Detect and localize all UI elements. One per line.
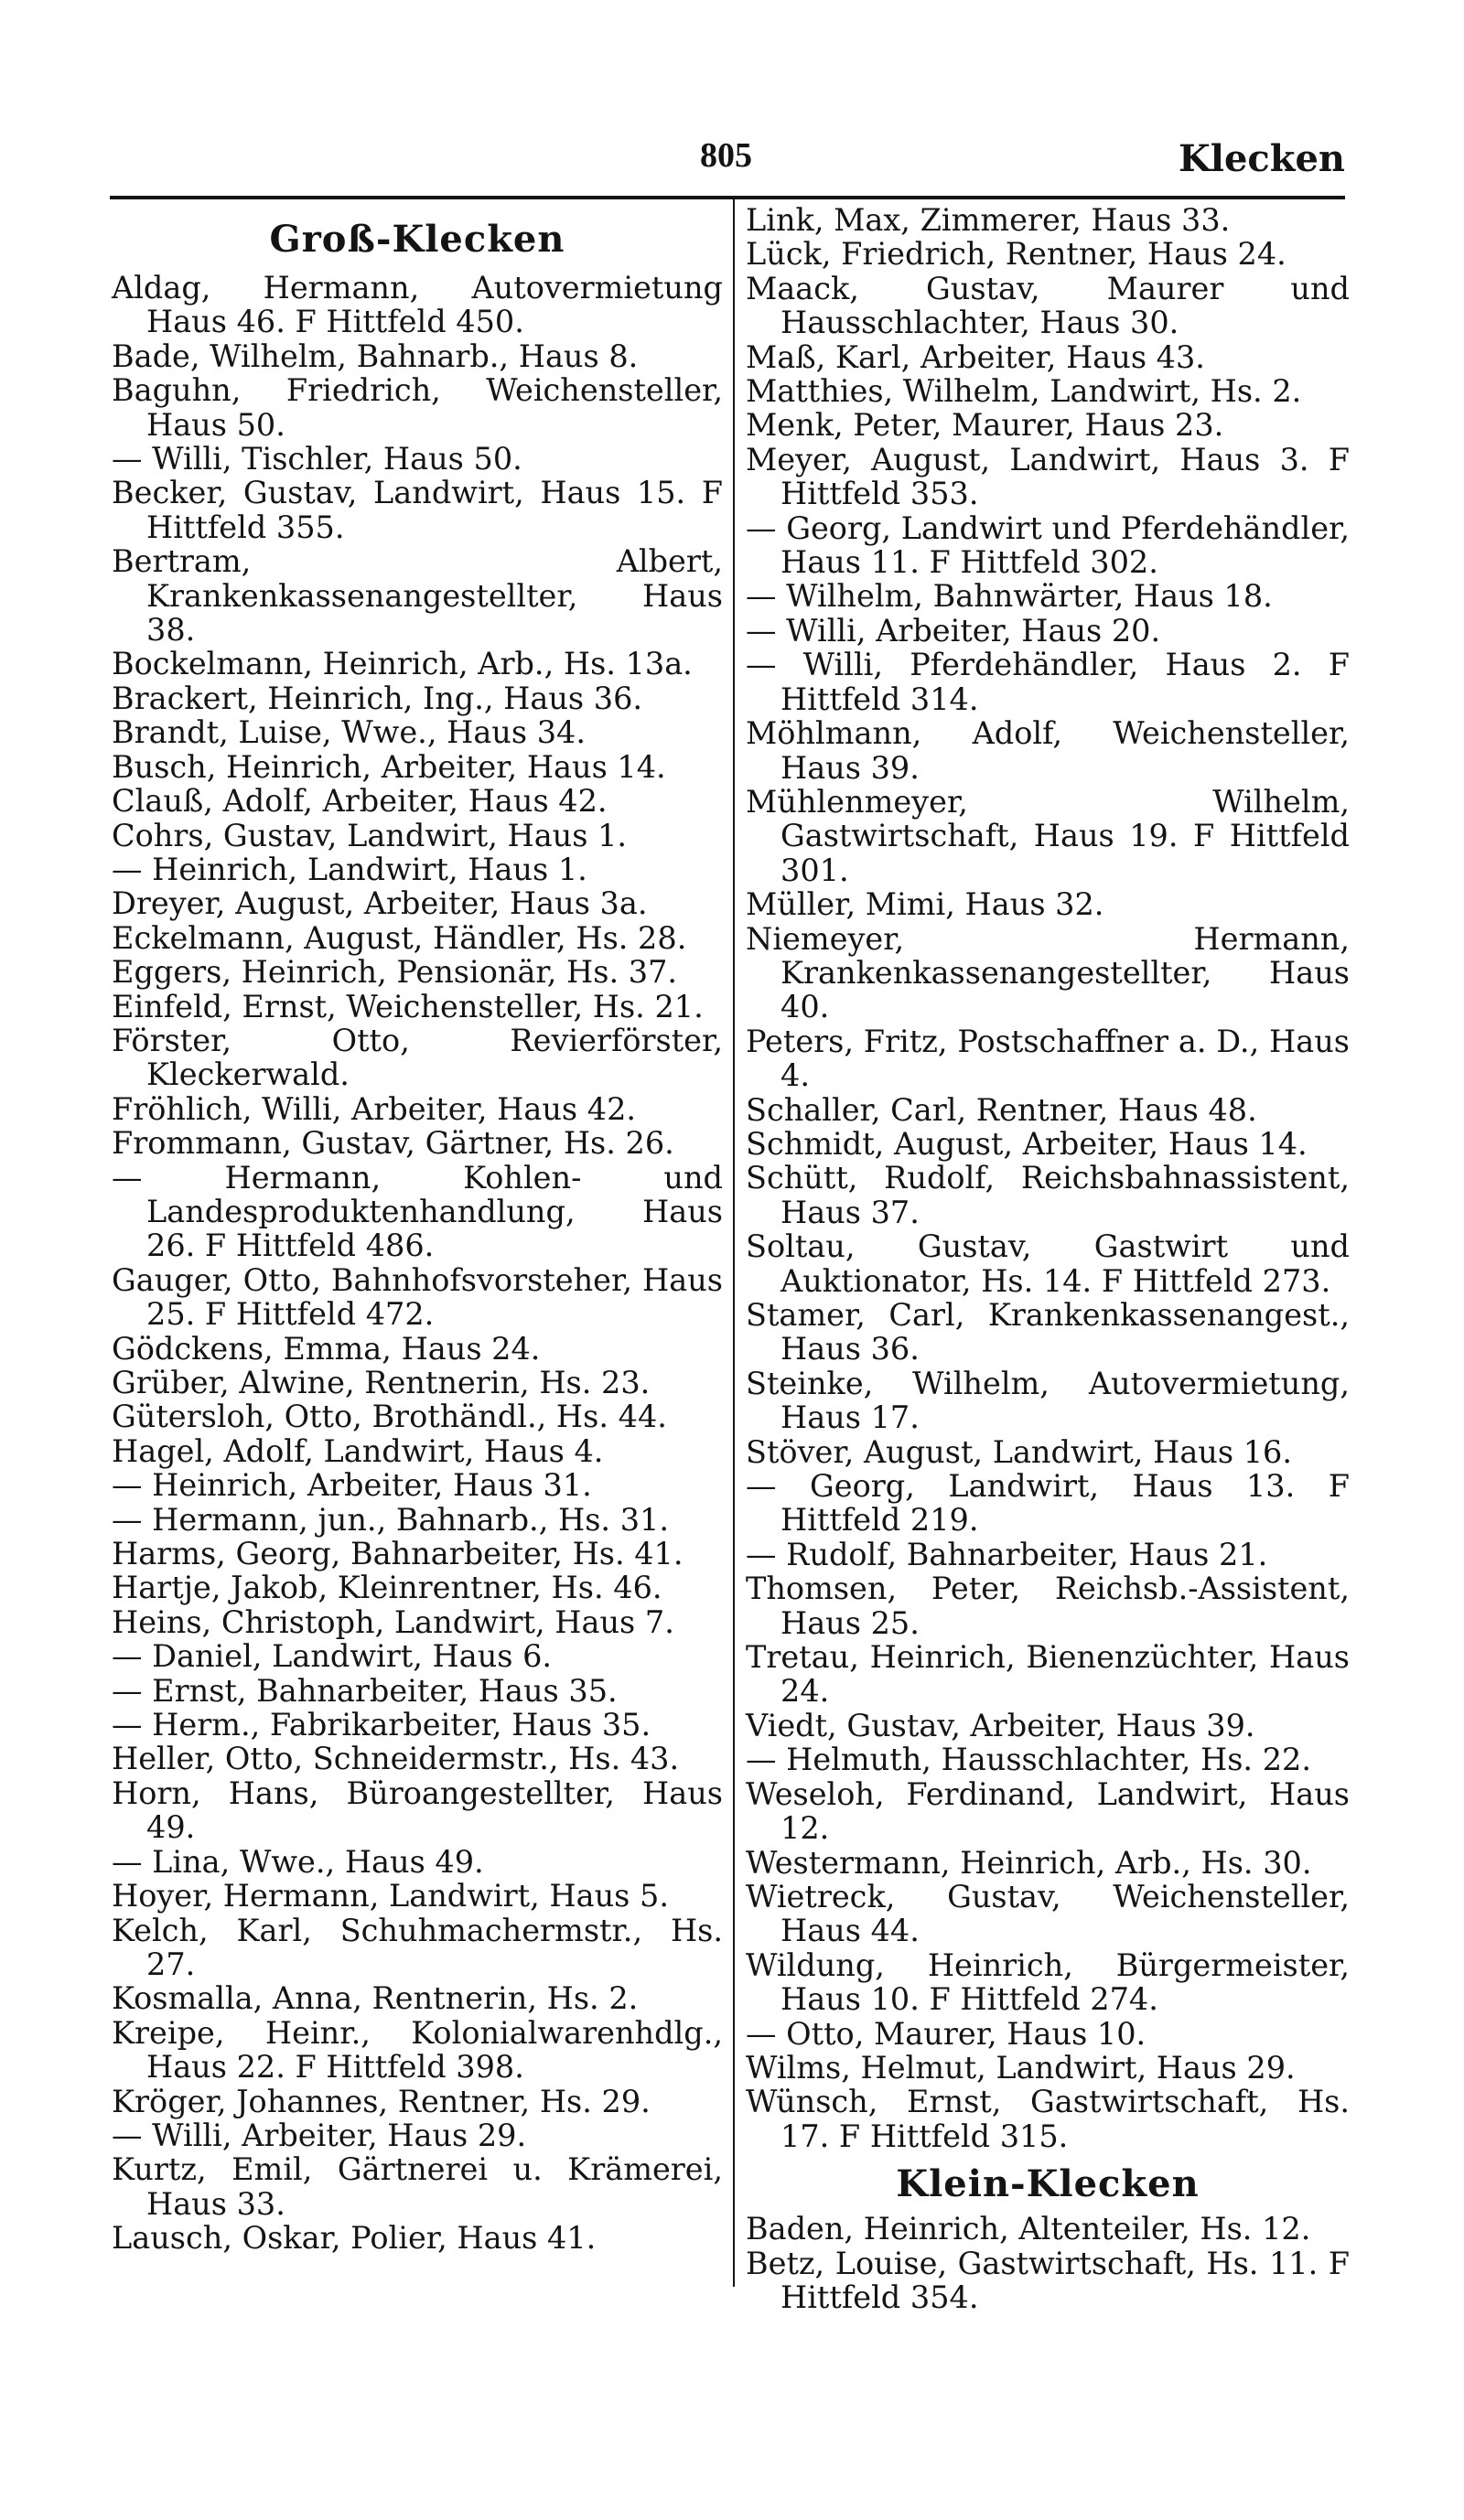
directory-entry: — Willi, Arbeiter, Haus 29. (112, 2117, 527, 2153)
directory-entry: Dreyer, August, Arbeiter, Haus 3a. (112, 885, 648, 922)
directory-entry: — Hermann, Kohlen- und Landesproduktenhandlung, Haus 26. F Hittfeld 486. (112, 1159, 723, 1264)
directory-entry: Niemeyer, Hermann, Krankenkassenangestellter, Haus 40. (746, 920, 1350, 1025)
directory-entry: Bockelmann, Heinrich, Arb., Hs. 13a. (112, 646, 693, 682)
directory-entry: Tretau, Heinrich, Bienenzüchter, Haus 24. (746, 1639, 1350, 1710)
directory-entry: Viedt, Gustav, Arbeiter, Haus 39. (746, 1707, 1255, 1743)
left-column (112, 203, 723, 2256)
top-rule (110, 196, 1345, 199)
directory-entry: Lausch, Oskar, Polier, Haus 41. (112, 2220, 597, 2257)
directory-entry: Brandt, Luise, Wwe., Haus 34. (112, 714, 586, 751)
directory-entry: Aldag, Hermann, Autovermietung Haus 46. F Hittfeld 450. (112, 270, 723, 340)
directory-entry: Baguhn, Friedrich, Weichensteller, Haus 50. (112, 372, 723, 443)
directory-entry: Stamer, Carl, Krankenkassenangest., Haus 36. (746, 1297, 1350, 1367)
directory-entry: Förster, Otto, Revierförster, Kleckerwald. (112, 1022, 723, 1093)
directory-entry: Maß, Karl, Arbeiter, Haus 43. (746, 338, 1205, 375)
right-column (746, 203, 1350, 2314)
directory-entry: Frommann, Gustav, Gärtner, Hs. 26. (112, 1125, 674, 1162)
directory-entry: — Herm., Fabrikarbeiter, Haus 35. (112, 1707, 651, 1743)
directory-entry: Peters, Fritz, Postschaffner a. D., Haus 4. (746, 1023, 1350, 1094)
directory-entry: Schütt, Rudolf, Reichsbahnassistent, Haus 37. (746, 1160, 1350, 1230)
directory-entry: Heller, Otto, Schneidermstr., Hs. 43. (112, 1741, 680, 1777)
directory-entry: Wietreck, Gustav, Weichensteller, Haus 44. (746, 1878, 1350, 1949)
directory-entry: — Georg, Landwirt, Haus 13. F Hittfeld 219. (746, 1468, 1350, 1539)
column-divider (733, 199, 735, 2287)
directory-entry: Maack, Gustav, Maurer und Hausschlachter, Haus 30. (746, 270, 1350, 341)
directory-entry: Bertram, Albert, Krankenkassenangestellter, Haus 38. (112, 543, 723, 649)
directory-entry: Lück, Friedrich, Rentner, Haus 24. (746, 236, 1286, 273)
directory-entry: — Willi, Pferdehändler, Haus 2. F Hittfeld 314. (746, 647, 1350, 717)
page-number: 805 (700, 136, 752, 175)
directory-entry: Heins, Christoph, Landwirt, Haus 7. (112, 1603, 674, 1640)
directory-entry: Möhlmann, Adolf, Weichensteller, Haus 39. (746, 715, 1350, 786)
directory-entry: — Ernst, Bahnarbeiter, Haus 35. (112, 1672, 618, 1709)
directory-entry: Bade, Wilhelm, Bahnarb., Haus 8. (112, 338, 639, 374)
directory-entry: — Heinrich, Arbeiter, Haus 31. (112, 1467, 592, 1504)
directory-entry: Horn, Hans, Büroangestellter, Haus 49. (112, 1775, 723, 1846)
directory-entry: Eggers, Heinrich, Pensionär, Hs. 37. (112, 954, 678, 991)
directory-entry: Westermann, Heinrich, Arb., Hs. 30. (746, 1844, 1312, 1881)
directory-entry: Betz, Louise, Gastwirtschaft, Hs. 11. F Hittfeld 354. (746, 2245, 1350, 2315)
directory-entry: Wildung, Heinrich, Bürgermeister, Haus 10. F Hittfeld 274. (746, 1946, 1350, 2018)
directory-entry: Schmidt, August, Arbeiter, Haus 14. (746, 1125, 1308, 1162)
directory-entry: — Helmuth, Hausschlachter, Hs. 22. (746, 1742, 1311, 1778)
directory-entry: Steinke, Wilhelm, Autovermietung, Haus 17. (746, 1365, 1350, 1436)
directory-entry: — Lina, Wwe., Haus 49. (112, 1843, 484, 1880)
directory-entry: — Daniel, Landwirt, Haus 6. (112, 1638, 553, 1675)
directory-entry: Matthies, Wilhelm, Landwirt, Hs. 2. (746, 373, 1302, 410)
directory-entry: Gauger, Otto, Bahnhofsvorsteher, Haus 25. F Hittfeld 472. (112, 1261, 723, 1333)
directory-entry: — Wilhelm, Bahnwärter, Haus 18. (746, 578, 1273, 615)
directory-entry: Mühlenmeyer, Wilhelm, Gastwirtschaft, Haus 19. F Hittfeld 301. (746, 783, 1350, 888)
directory-entry: Becker, Gustav, Landwirt, Haus 15. F Hittfeld 355. (112, 475, 723, 545)
directory-entry: Fröhlich, Willi, Arbeiter, Haus 42. (112, 1090, 637, 1127)
section-heading-gross-klecken: Groß-Klecken (269, 218, 565, 261)
directory-entry: Gütersloh, Otto, Brothändl., Hs. 44. (112, 1399, 667, 1435)
directory-entry: — Hermann, jun., Bahnarb., Hs. 31. (112, 1501, 669, 1538)
directory-entry: — Willi, Tischler, Haus 50. (112, 441, 522, 477)
directory-entry: Busch, Heinrich, Arbeiter, Haus 14. (112, 748, 666, 785)
section-heading-klein-klecken: Klein-Klecken (896, 2162, 1200, 2206)
directory-list-right-bottom (746, 2212, 1350, 2314)
directory-entry: Kosmalla, Anna, Rentnerin, Hs. 2. (112, 1980, 639, 2017)
directory-entry: Hagel, Adolf, Landwirt, Haus 4. (112, 1432, 604, 1469)
directory-entry: Wünsch, Ernst, Gastwirtschaft, Hs. 17. F Hittfeld 315. (746, 2084, 1350, 2154)
directory-entry: Meyer, August, Landwirt, Haus 3. F Hittfeld 353. (746, 441, 1350, 512)
running-head: Klecken (1178, 137, 1345, 180)
directory-entry: Kurtz, Emil, Gärtnerei u. Krämerei, Haus 33. (112, 2151, 723, 2222)
directory-entry: Harms, Georg, Bahnarbeiter, Hs. 41. (112, 1536, 684, 1572)
directory-entry: Wilms, Helmut, Landwirt, Haus 29. (746, 2049, 1296, 2086)
directory-entry: Einfeld, Ernst, Weichensteller, Hs. 21. (112, 988, 704, 1024)
directory-entry: Eckelmann, August, Händler, Hs. 28. (112, 919, 687, 956)
directory-entry: Kröger, Johannes, Rentner, Hs. 29. (112, 2083, 651, 2119)
directory-entry: Gödckens, Emma, Haus 24. (112, 1330, 541, 1367)
directory-entry: Hartje, Jakob, Kleinrentner, Hs. 46. (112, 1570, 662, 1606)
directory-entry: — Willi, Arbeiter, Haus 20. (746, 612, 1161, 649)
directory-entry: — Otto, Maurer, Haus 10. (746, 2015, 1146, 2052)
directory-list-right-top (746, 203, 1350, 2153)
directory-entry: Cohrs, Gustav, Landwirt, Haus 1. (112, 817, 628, 853)
directory-entry: Kelch, Karl, Schuhmachermstr., Hs. 27. (112, 1912, 723, 1982)
directory-entry: Stöver, August, Landwirt, Haus 16. (746, 1433, 1292, 1470)
directory-entry: Thomsen, Peter, Reichsb.-Assistent, Haus 25. (746, 1571, 1350, 1641)
directory-entry: Soltau, Gustav, Gastwirt und Auktionator, Hs. 14. F Hittfeld 273. (746, 1228, 1350, 1299)
directory-entry: Schaller, Carl, Rentner, Haus 48. (746, 1091, 1257, 1128)
directory-list-left (112, 271, 723, 2256)
directory-entry: — Georg, Landwirt und Pferdehändler, Haus 11. F Hittfeld 302. (746, 509, 1350, 581)
directory-entry: Grüber, Alwine, Rentnerin, Hs. 23. (112, 1365, 651, 1400)
directory-entry: Kreipe, Heinr., Kolonialwarenhdlg., Haus 22. F Hittfeld 398. (112, 2014, 723, 2086)
directory-entry: Menk, Peter, Maurer, Haus 23. (746, 407, 1224, 444)
directory-entry: Baden, Heinrich, Altenteiler, Hs. 12. (746, 2211, 1311, 2247)
directory-entry: — Rudolf, Bahnarbeiter, Haus 21. (746, 1536, 1268, 1572)
directory-entry: Brackert, Heinrich, Ing., Haus 36. (112, 680, 643, 716)
directory-entry: Müller, Mimi, Haus 32. (746, 886, 1104, 923)
directory-entry: — Heinrich, Landwirt, Haus 1. (112, 851, 587, 887)
directory-entry: Hoyer, Hermann, Landwirt, Haus 5. (112, 1878, 669, 1914)
directory-entry: Weseloh, Ferdinand, Landwirt, Haus 12. (746, 1775, 1350, 1847)
directory-entry: Link, Max, Zimmerer, Haus 33. (746, 202, 1231, 238)
directory-entry: Clauß, Adolf, Arbeiter, Haus 42. (112, 783, 608, 820)
